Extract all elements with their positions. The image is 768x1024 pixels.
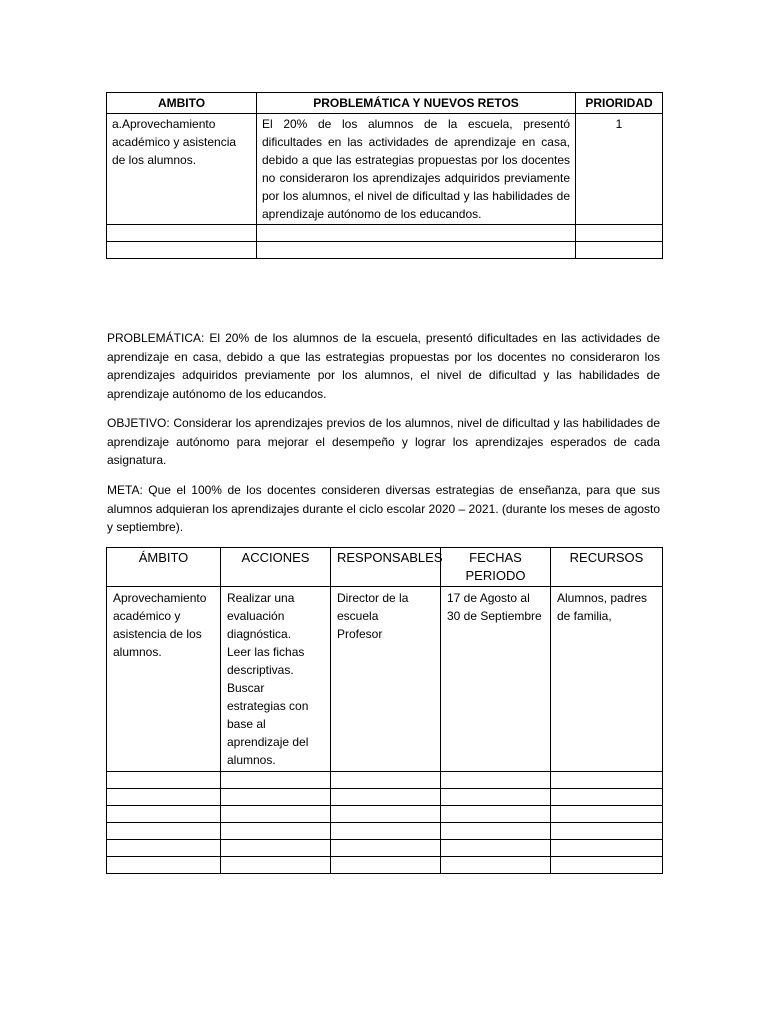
meta-paragraph xyxy=(107,481,660,537)
header-prioridad: PRIORIDAD xyxy=(576,93,663,114)
table-row-empty xyxy=(107,857,663,874)
header-problematica: PROBLEMÁTICA Y NUEVOS RETOS xyxy=(257,93,576,114)
cell-acciones xyxy=(221,587,331,772)
table-row-empty xyxy=(107,225,663,242)
priority-table xyxy=(106,92,663,259)
table-row-empty xyxy=(107,823,663,840)
responsable-item: Director de la escuela xyxy=(337,591,409,623)
header-acciones: ACCIONES xyxy=(221,548,331,587)
objetivo-paragraph xyxy=(107,414,660,470)
header-ambito: AMBITO xyxy=(107,93,257,114)
problematica-text: El 20% de los alumnos de la escuela, presentó dificultades en las actividades de aprendizaje en casa, debido a que las estrategias propuestas por los docentes no consideraron los aprendizajes adquiridos previamente por los alumnos, el nivel de dificultad y las habilidades de aprendizaje autónomo de los educandos. xyxy=(107,331,660,401)
priority-table-header xyxy=(107,93,663,114)
table-row xyxy=(107,114,663,225)
action-plan-header xyxy=(107,548,663,587)
table-row-empty xyxy=(107,772,663,789)
meta-text: Que el 100% de los docentes consideren diversas estrategias de enseñanza, para que sus alumnos adquieran los aprendizajes durante el ciclo escolar 2020 – 2021. (durante los meses de agosto y septiembre). xyxy=(107,483,661,534)
accion-item: Leer las fichas descriptivas. xyxy=(227,645,305,677)
header-fechas: FECHAS PERIODO xyxy=(441,548,551,587)
meta-label: META: xyxy=(107,483,143,497)
cell-responsables xyxy=(331,587,441,772)
cell-fechas: 17 de Agosto al 30 de Septiembre xyxy=(441,587,551,772)
header-recursos: RECURSOS xyxy=(551,548,663,587)
table-row-empty xyxy=(107,806,663,823)
cell-problematica: El 20% de los alumnos de la escuela, presentó dificultades en las actividades de aprendizaje en casa, debido a que las estrategias propuestas por los docentes no consideraron los aprendizajes adquiridos previamente por los alumnos, el nivel de dificultad y las habilidades de aprendizaje autónomo de los educandos. xyxy=(257,114,576,225)
header-responsables: RESPONSABLES xyxy=(331,548,441,587)
table-row-empty xyxy=(107,840,663,857)
action-plan-table xyxy=(106,547,663,874)
header-ambito: ÁMBITO xyxy=(107,548,221,587)
problematica-paragraph xyxy=(107,329,660,403)
objetivo-text: Considerar los aprendizajes previos de los alumnos, nivel de dificultad y las habilidades de aprendizaje autónomo para mejorar el desempeño y lograr los aprendizajes esperados de cada asignatura. xyxy=(107,416,660,467)
table-row-empty xyxy=(107,242,663,259)
responsable-item: Profesor xyxy=(337,627,383,641)
accion-item: Realizar una evaluación diagnóstica. xyxy=(227,591,295,641)
cell-ambito: Aprovechamiento académico y asistencia de los alumnos. xyxy=(107,587,221,772)
objetivo-label: OBJETIVO: xyxy=(107,416,170,430)
problematica-label: PROBLEMÁTICA: xyxy=(107,331,205,345)
cell-prioridad: 1 xyxy=(576,114,663,225)
cell-recursos: Alumnos, padres de familia, xyxy=(551,587,663,772)
cell-ambito: a.Aprovechamiento académico y asistencia de los alumnos. xyxy=(107,114,257,225)
table-row-empty xyxy=(107,789,663,806)
table-row xyxy=(107,587,663,772)
accion-item: Buscar estrategias con base al aprendizaje del alumnos. xyxy=(227,681,309,767)
